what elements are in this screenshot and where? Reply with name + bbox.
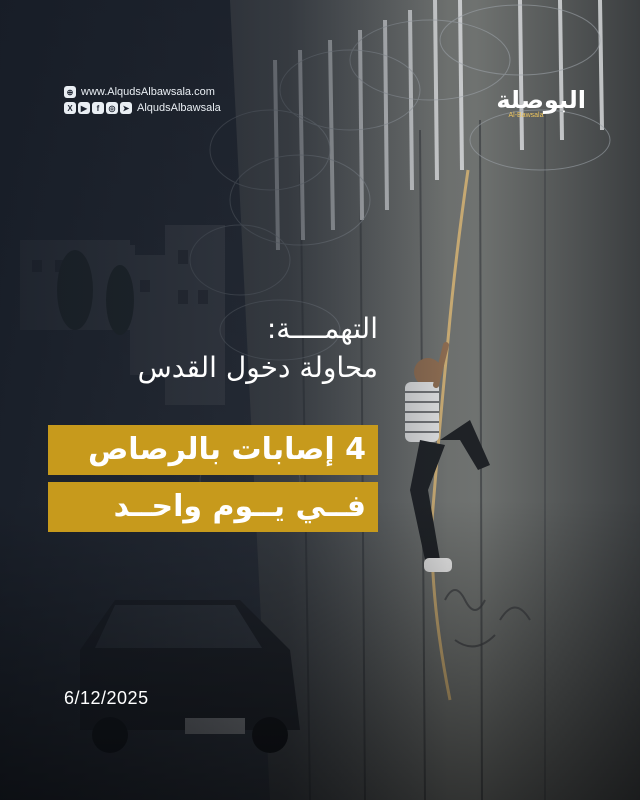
headline [138,310,378,388]
website-url[interactable]: www.AlqudsAlbawsala.com [81,86,215,98]
banner-line-2: فــي يــوم واحــد [48,482,378,532]
website-row[interactable] [64,84,221,100]
headline-line-1: التهمــــة: [266,312,378,345]
social-handle[interactable]: AlqudsAlbawsala [137,102,221,114]
headline-line-2: محاولة دخول القدس [137,351,378,384]
x-icon[interactable]: X [64,102,76,114]
logo-latin: Al-Bawsala [508,112,544,119]
globe-icon: ⊕ [64,86,76,98]
social-links [64,84,221,116]
instagram-icon[interactable]: ◎ [106,102,118,114]
logo-arabic: البوصلة [496,86,586,114]
banner-line-1: 4 إصابات بالرصاص [48,425,378,475]
youtube-icon[interactable]: ▶ [78,102,90,114]
brand-logo [466,86,586,119]
date-label: 6/12/2025 [64,688,149,708]
telegram-icon[interactable]: ➤ [120,102,132,114]
handle-row[interactable] [64,100,221,116]
facebook-icon[interactable]: f [92,102,104,114]
